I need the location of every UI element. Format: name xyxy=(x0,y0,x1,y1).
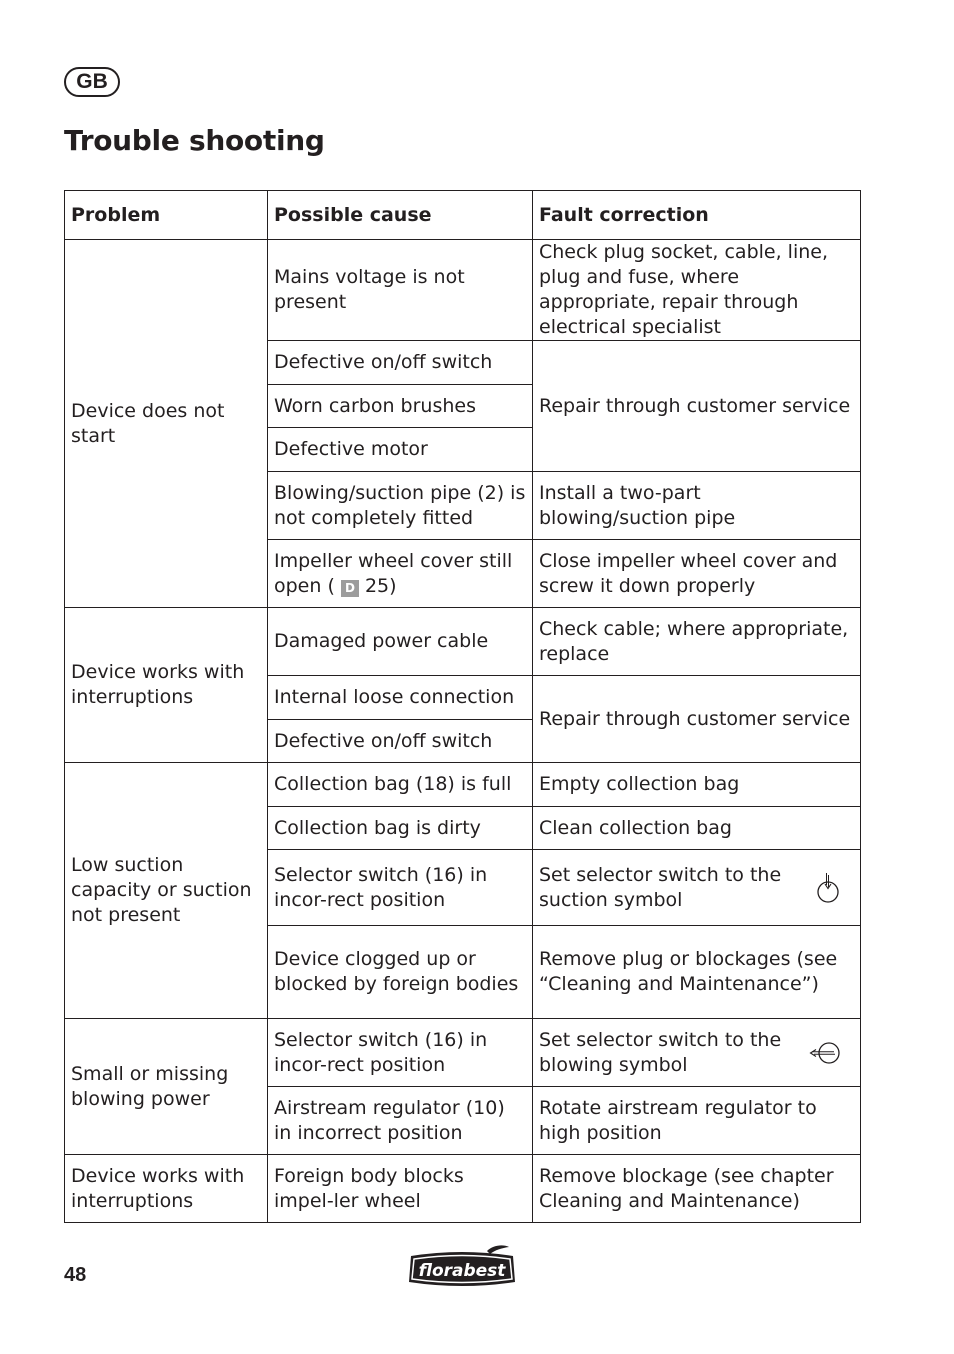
header-problem: Problem xyxy=(65,191,268,240)
cause-cell: Worn carbon brushes xyxy=(268,385,533,428)
cause-cell: Defective on/off switch xyxy=(268,341,533,385)
cause-cell: Internal loose connection xyxy=(268,676,533,720)
problem-cell: Device works with interruptions xyxy=(65,1155,268,1223)
fix-cell xyxy=(533,850,861,926)
problem-cell: Device works with interruptions xyxy=(65,608,268,763)
cause-cell: Blowing/suction pipe (2) is not completely fitted xyxy=(268,472,533,540)
cause-text-ref: 25) xyxy=(358,574,397,597)
fix-cell xyxy=(533,1019,861,1087)
cause-cell: Defective on/off switch xyxy=(268,720,533,763)
cause-cell: Airstream regulator (10) in incorrect position xyxy=(268,1087,533,1155)
fix-cell: Remove blockage (see chapter Cleaning and Maintenance) xyxy=(533,1155,861,1223)
page-title: Trouble shooting xyxy=(64,124,325,157)
table-row xyxy=(65,1019,861,1087)
fix-cell: Remove plug or blockages (see “Cleaning and Maintenance”) xyxy=(533,926,861,1019)
cause-cell: Foreign body blocks impel-ler wheel xyxy=(268,1155,533,1223)
fix-cell: Close impeller wheel cover and screw it down properly xyxy=(533,540,861,608)
table-row xyxy=(65,240,861,341)
cause-cell: Selector switch (16) in incor-rect position xyxy=(268,1019,533,1087)
suction-symbol-icon xyxy=(814,871,842,905)
cause-cell xyxy=(268,540,533,608)
cause-cell: Selector switch (16) in incor-rect position xyxy=(268,850,533,926)
problem-cell: Low suction capacity or suction not present xyxy=(65,763,268,1019)
table-row xyxy=(65,608,861,676)
fix-cell: Empty collection bag xyxy=(533,763,861,807)
fix-cell: Install a two-part blowing/suction pipe xyxy=(533,472,861,540)
cause-cell: Defective motor xyxy=(268,428,533,472)
fix-cell: Clean collection bag xyxy=(533,807,861,850)
header-fault-correction: Fault correction xyxy=(533,191,861,240)
svg-text:florabest: florabest xyxy=(418,1261,506,1281)
cause-cell: Collection bag is dirty xyxy=(268,807,533,850)
problem-cell: Small or missing blowing power xyxy=(65,1019,268,1155)
fix-cell: Rotate airstream regulator to high position xyxy=(533,1087,861,1155)
cause-cell: Mains voltage is not present xyxy=(268,240,533,341)
troubleshooting-table xyxy=(64,190,861,1223)
cause-cell: Device clogged up or blocked by foreign bodies xyxy=(268,926,533,1019)
fix-cell: Check plug socket, cable, line, plug and fuse, where appropriate, repair through electrical specialist xyxy=(533,240,861,341)
table-header-row xyxy=(65,191,861,240)
page-number: 48 xyxy=(64,1264,87,1286)
table-row xyxy=(65,1155,861,1223)
florabest-logo xyxy=(405,1244,519,1290)
fix-cell: Repair through customer service xyxy=(533,676,861,763)
language-badge: GB xyxy=(64,67,120,97)
cause-text: Impeller wheel cover still open ( xyxy=(274,549,513,597)
fix-cell: Repair through customer service xyxy=(533,341,861,472)
figure-d-reference-icon: D xyxy=(341,580,359,597)
table-row xyxy=(65,763,861,807)
problem-cell: Device does not start xyxy=(65,240,268,608)
header-possible-cause: Possible cause xyxy=(268,191,533,240)
cause-cell: Damaged power cable xyxy=(268,608,533,676)
fix-cell: Check cable; where appropriate, replace xyxy=(533,608,861,676)
blowing-symbol-icon xyxy=(808,1040,842,1066)
fix-text: Set selector switch to the blowing symbol xyxy=(539,1028,782,1076)
fix-text: Set selector switch to the suction symbol xyxy=(539,863,782,911)
cause-cell: Collection bag (18) is full xyxy=(268,763,533,807)
